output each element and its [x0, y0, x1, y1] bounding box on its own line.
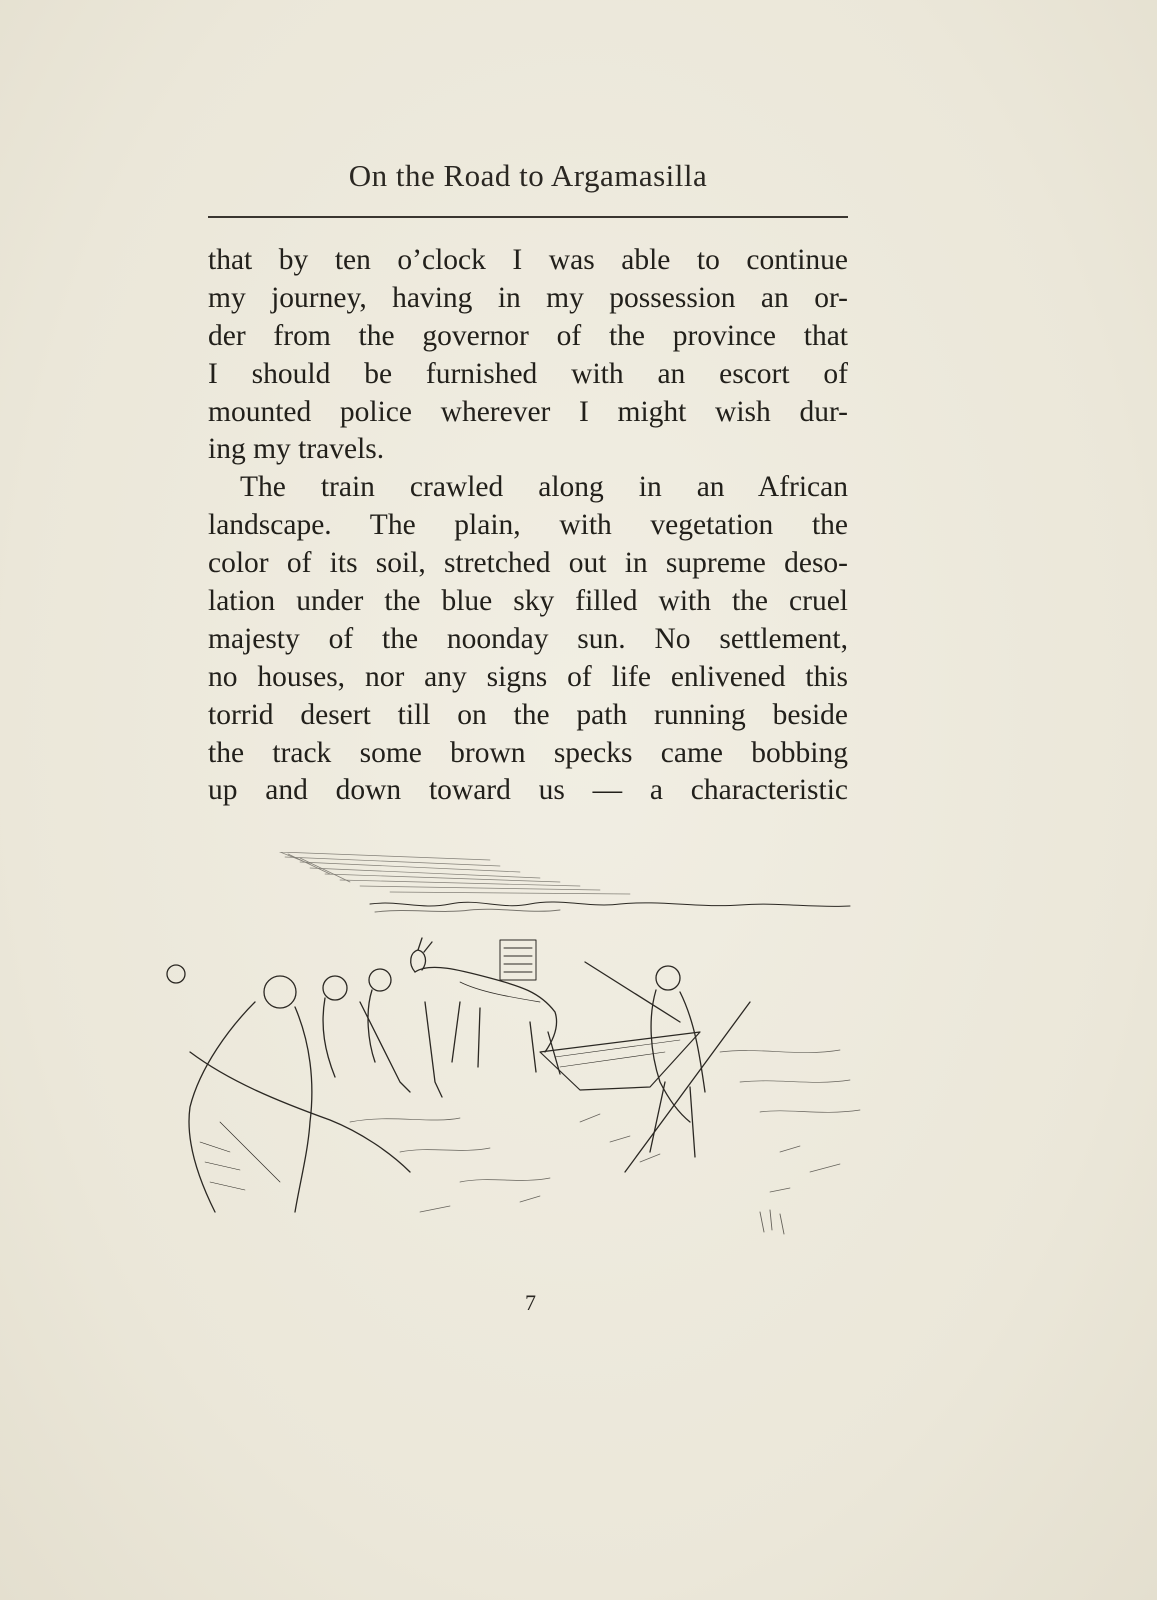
mule [411, 938, 560, 1074]
horizon-line [370, 902, 850, 912]
text-line: my journey, having in my possession an or- [208, 281, 848, 314]
figure-left-group [167, 965, 442, 1212]
text-line: lation under the blue sky filled with the cruel [208, 585, 848, 618]
text-line: majesty of the noonday sun. No settlement, [208, 622, 848, 655]
text-line: der from the governor of the province that [208, 319, 848, 352]
header-rule [208, 216, 848, 218]
page-number: 7 [525, 1290, 536, 1315]
plough [540, 1032, 700, 1090]
text-line: color of its soil, stretched out in supreme deso- [208, 547, 848, 580]
text-line: no houses, nor any signs of life enlivened this [208, 660, 848, 693]
text-line: that by ten o’clock I was able to continue [208, 244, 848, 276]
text-line: I should be furnished with an escort of [208, 357, 848, 390]
text-line: ing my travels. [208, 433, 385, 466]
text-line: mounted police wherever I might wish dur- [208, 395, 848, 428]
text-line: up and down toward us — a characteristic [208, 774, 848, 807]
text-line: the track some brown specks came bobbing [208, 736, 848, 769]
text-line: The train crawled along in an African [240, 471, 848, 504]
distant-building [500, 940, 536, 980]
ground-strokes [350, 1050, 860, 1234]
text-line: landscape. The plain, with vegetation the [208, 509, 848, 542]
body-text [208, 242, 848, 810]
text-line: torrid desert till on the path running beside [208, 698, 848, 731]
running-head: On the Road to Argamasilla [348, 158, 708, 193]
illustration-field-workers [160, 852, 890, 1257]
sky-hatching [275, 852, 630, 894]
